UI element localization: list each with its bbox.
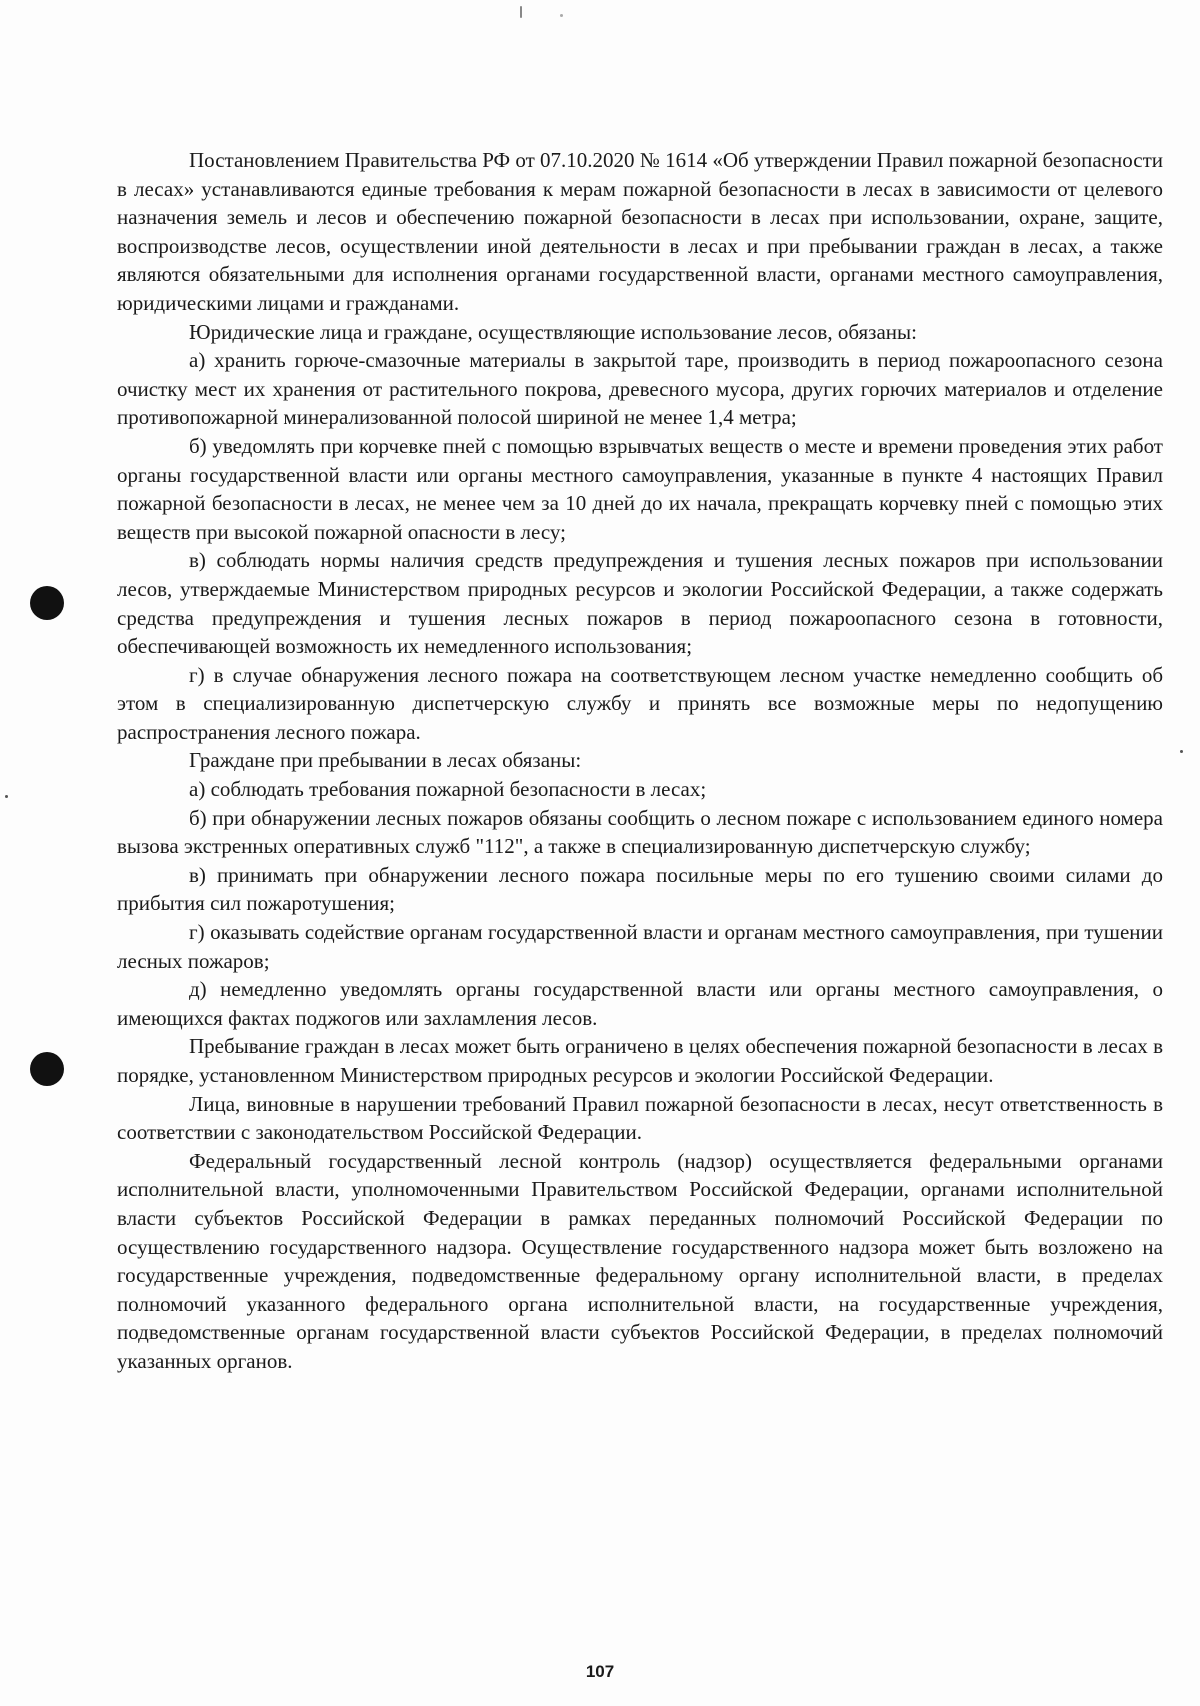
- paragraph-citizens-item-g: г) оказывать содействие органам государственной власти и органам местного самоуправления, при тушении лесных пожаров;: [117, 920, 1163, 973]
- punch-hole: [30, 1052, 64, 1086]
- paragraph-citizens-item-v: в) принимать при обнаружении лесного пожара посильные меры по его тушению своими силами до прибытия сил пожаротушения;: [117, 862, 1163, 916]
- paragraph-citizens-duties: Граждане при пребывании в лесах обязаны:: [189, 748, 582, 773]
- paragraph-item-v-equipment-norms: в) соблюдать нормы наличия средств предупреждения и тушения лесных пожаров при использовании лесов, утверждаемые Министерством природных ресурсов и экологии Российской Федерации, а также содержать средства предупреждения и тушения лесных пожаров в период пожароопасного сезона в готовности, обеспечивающей возможность их немедленного использования;: [117, 548, 1163, 659]
- paragraph-legal-entities-duties: Юридические лица и граждане, осуществляющие использование лесов, обязаны:: [189, 319, 917, 344]
- paragraph-regulation-intro: Постановлением Правительства РФ от 07.10.2020 № 1614 «Об утверждении Правил пожарной безопасности в лесах» устанавливаются единые требования к мерам пожарной безопасности в лесах в зависимости от целевого назначения земель и лесов и обеспечению пожарной безопасности в лесах при использовании, охране, защите, воспроизводстве лесов, осуществлении иной деятельности в лесах и при пребывании граждан в лесах, а также являются обязательными для исполнения органами государственной власти, органами местного самоуправления, юридическими лицами и гражданами.: [117, 148, 1163, 315]
- paragraph-item-g-fire-report: г) в случае обнаружения лесного пожара на соответствующем лесном участке немедленно сообщить об этом в специализированную диспетчерскую службу и принять все возможные меры по недопущению распространения лесного пожара.: [117, 662, 1163, 744]
- paragraph-item-a-fuel-storage: а) хранить горюче-смазочные материалы в закрытой таре, производить в период пожароопасного сезона очистку мест их хранения от растительного покрова, древесного мусора, других горючих материалов и отделение противопожарной минерализованной полосой шириной не менее 1,4 метра;: [117, 348, 1163, 430]
- paragraph-citizens-item-a: а) соблюдать требования пожарной безопасности в лесах;: [189, 777, 707, 802]
- paragraph-access-restriction: Пребывание граждан в лесах может быть ограничено в целях обеспечения пожарной безопасности в лесах в порядке, установленном Министерством природных ресурсов и экологии Российской Федерации.: [117, 1034, 1163, 1087]
- paragraph-forest-control: Федеральный государственный лесной контроль (надзор) осуществляется федеральными органами исполнительной власти, уполномоченными Правительством Российской Федерации, органами исполнительной власти субъектов Российской Федерации в рамках переданных полномочий Российской Федерации по осуществлению государственного надзора. Осуществление государственного надзора может быть возложено на государственные учреждения, подведомственные федеральному органу исполнительной власти, в пределах полномочий указанного федерального органа исполнительной власти, на государственные учреждения, подведомственные органам государственной власти субъектов Российской Федерации, в пределах полномочий указанных органов.: [117, 1148, 1163, 1373]
- paragraph-citizens-item-d: д) немедленно уведомлять органы государственной власти или органы местного самоуправления, о имеющихся фактах поджогов или захламления лесов.: [117, 977, 1163, 1030]
- scan-artifact: [1180, 750, 1183, 753]
- page-number: 107: [585, 1662, 615, 1681]
- scan-artifact: [520, 6, 522, 18]
- document-body: [117, 146, 1163, 1376]
- paragraph-citizens-item-b: б) при обнаружении лесных пожаров обязаны сообщить о лесном пожаре с использованием единого номера вызова экстренных оперативных служб "112", а также в специализированную диспетчерскую службу;: [117, 805, 1163, 859]
- paragraph-liability: Лица, виновные в нарушении требований Правил пожарной безопасности в лесах, несут ответственность в соответствии с законодательством Российской Федерации.: [117, 1091, 1163, 1145]
- paragraph-item-b-stump-removal: б) уведомлять при корчевке пней с помощью взрывчатых веществ о месте и времени проведения этих работ органы государственной власти или органы местного самоуправления, указанные в пункте 4 настоящих Правил пожарной безопасности в лесах, не менее чем за 10 дней до их начала, прекращать корчевку пней с помощью этих веществ при высокой пожарной опасности в лесу;: [117, 433, 1163, 544]
- punch-hole: [30, 586, 64, 620]
- scan-artifact: [560, 14, 563, 17]
- scan-artifact: [5, 795, 8, 798]
